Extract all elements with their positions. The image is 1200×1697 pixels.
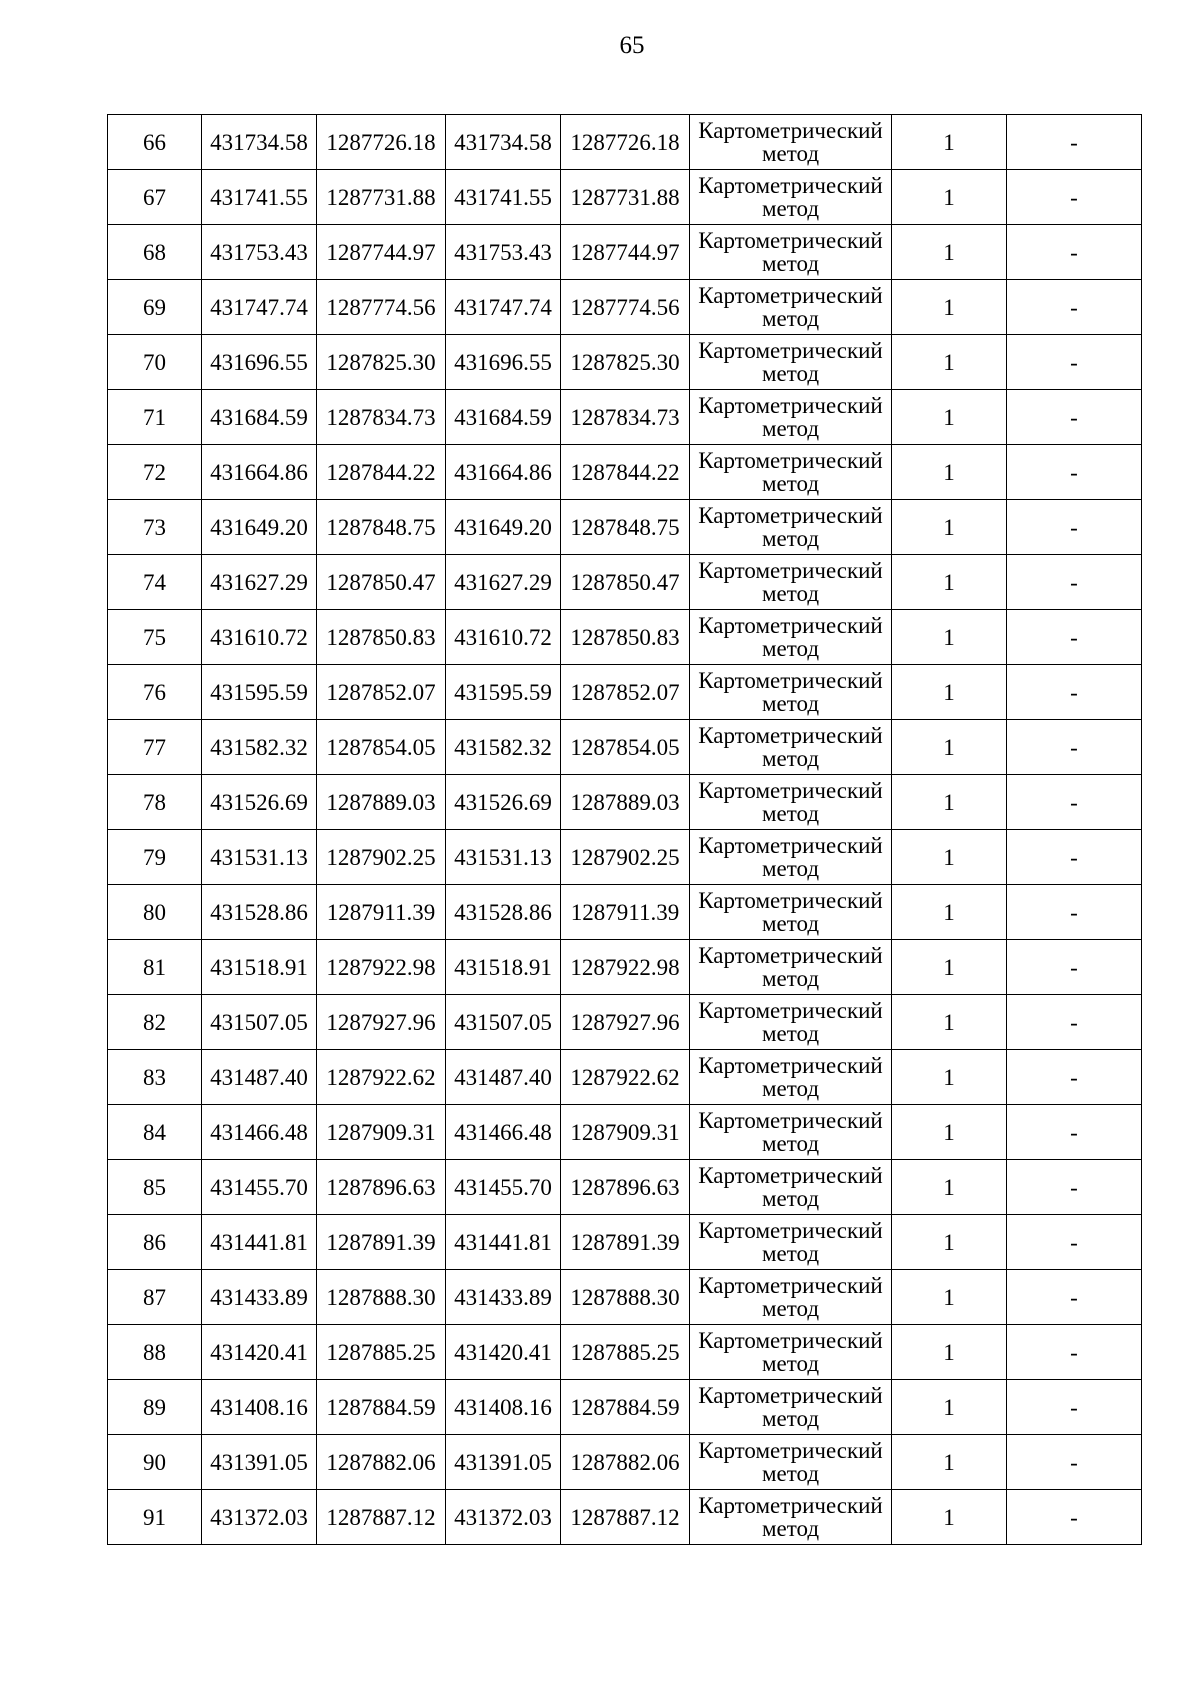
y-specified-cell: 1287850.47	[561, 555, 690, 610]
method-label-line2: метод	[761, 141, 820, 166]
y-specified-cell: 1287825.30	[561, 335, 690, 390]
page-number: 65	[619, 32, 645, 59]
accuracy-cell: 1	[892, 1050, 1007, 1105]
y-specified-cell: 1287911.39	[561, 885, 690, 940]
method-label-line2: метод	[761, 1021, 820, 1046]
x-specified-cell: 431391.05	[446, 1435, 561, 1490]
description-cell: -	[1007, 1490, 1142, 1545]
y-existing-cell: 1287882.06	[317, 1435, 446, 1490]
method-label-line1: Картометрический	[698, 613, 883, 638]
method-label-line2: метод	[761, 1186, 820, 1211]
point-number-cell: 84	[108, 1105, 202, 1160]
x-existing-cell: 431526.69	[202, 775, 317, 830]
coordinates-table	[107, 114, 1142, 1545]
description-cell: -	[1007, 1270, 1142, 1325]
x-existing-cell: 431372.03	[202, 1490, 317, 1545]
y-existing-cell: 1287911.39	[317, 885, 446, 940]
point-number-cell: 72	[108, 445, 202, 500]
method-cell	[690, 500, 892, 555]
point-number-cell: 80	[108, 885, 202, 940]
x-existing-cell: 431408.16	[202, 1380, 317, 1435]
method-label-line2: метод	[761, 801, 820, 826]
method-label-line2: метод	[761, 1296, 820, 1321]
table-row	[108, 1325, 1142, 1380]
point-number-cell: 70	[108, 335, 202, 390]
y-existing-cell: 1287927.96	[317, 995, 446, 1050]
accuracy-cell: 1	[892, 1325, 1007, 1380]
accuracy-cell: 1	[892, 1215, 1007, 1270]
method-cell	[690, 1435, 892, 1490]
point-number-cell: 73	[108, 500, 202, 555]
accuracy-cell: 1	[892, 335, 1007, 390]
x-specified-cell: 431627.29	[446, 555, 561, 610]
description-cell: -	[1007, 1380, 1142, 1435]
method-label-line1: Картометрический	[698, 173, 883, 198]
description-cell: -	[1007, 1160, 1142, 1215]
y-specified-cell: 1287887.12	[561, 1490, 690, 1545]
accuracy-cell: 1	[892, 1270, 1007, 1325]
table-row	[108, 1490, 1142, 1545]
x-specified-cell: 431684.59	[446, 390, 561, 445]
table-row	[108, 995, 1142, 1050]
description-cell: -	[1007, 445, 1142, 500]
method-label-line1: Картометрический	[698, 1328, 883, 1353]
method-label-line1: Картометрический	[698, 778, 883, 803]
accuracy-cell: 1	[892, 1160, 1007, 1215]
x-specified-cell: 431372.03	[446, 1490, 561, 1545]
x-specified-cell: 431747.74	[446, 280, 561, 335]
method-label-line2: метод	[761, 1076, 820, 1101]
y-existing-cell: 1287888.30	[317, 1270, 446, 1325]
x-existing-cell: 431507.05	[202, 995, 317, 1050]
method-cell	[690, 1325, 892, 1380]
method-label-line2: метод	[761, 856, 820, 881]
description-cell: -	[1007, 390, 1142, 445]
x-specified-cell: 431531.13	[446, 830, 561, 885]
method-cell	[690, 335, 892, 390]
accuracy-cell: 1	[892, 1435, 1007, 1490]
method-label-line1: Картометрический	[698, 1438, 883, 1463]
point-number-cell: 74	[108, 555, 202, 610]
method-label-line2: метод	[761, 1241, 820, 1266]
x-existing-cell: 431595.59	[202, 665, 317, 720]
y-specified-cell: 1287854.05	[561, 720, 690, 775]
method-label-line2: метод	[761, 196, 820, 221]
accuracy-cell: 1	[892, 500, 1007, 555]
y-existing-cell: 1287891.39	[317, 1215, 446, 1270]
table-body	[108, 115, 1142, 1545]
table-row	[108, 610, 1142, 665]
method-label-line2: метод	[761, 1351, 820, 1376]
method-cell	[690, 280, 892, 335]
y-existing-cell: 1287909.31	[317, 1105, 446, 1160]
method-label-line2: метод	[761, 636, 820, 661]
description-cell: -	[1007, 995, 1142, 1050]
accuracy-cell: 1	[892, 115, 1007, 170]
x-specified-cell: 431696.55	[446, 335, 561, 390]
method-cell	[690, 1105, 892, 1160]
x-specified-cell: 431507.05	[446, 995, 561, 1050]
method-cell	[690, 995, 892, 1050]
method-cell	[690, 1050, 892, 1105]
y-existing-cell: 1287852.07	[317, 665, 446, 720]
method-cell	[690, 885, 892, 940]
description-cell: -	[1007, 830, 1142, 885]
table-row	[108, 885, 1142, 940]
description-cell: -	[1007, 1050, 1142, 1105]
x-specified-cell: 431734.58	[446, 115, 561, 170]
method-cell	[690, 170, 892, 225]
y-existing-cell: 1287887.12	[317, 1490, 446, 1545]
accuracy-cell: 1	[892, 445, 1007, 500]
accuracy-cell: 1	[892, 170, 1007, 225]
y-existing-cell: 1287922.62	[317, 1050, 446, 1105]
y-specified-cell: 1287922.62	[561, 1050, 690, 1105]
table-row	[108, 445, 1142, 500]
x-specified-cell: 431408.16	[446, 1380, 561, 1435]
x-specified-cell: 431595.59	[446, 665, 561, 720]
method-cell	[690, 115, 892, 170]
accuracy-cell: 1	[892, 720, 1007, 775]
method-label-line1: Картометрический	[698, 448, 883, 473]
method-label-line2: метод	[761, 1131, 820, 1156]
point-number-cell: 91	[108, 1490, 202, 1545]
method-cell	[690, 830, 892, 885]
x-existing-cell: 431528.86	[202, 885, 317, 940]
accuracy-cell: 1	[892, 225, 1007, 280]
point-number-cell: 90	[108, 1435, 202, 1490]
y-specified-cell: 1287774.56	[561, 280, 690, 335]
y-specified-cell: 1287909.31	[561, 1105, 690, 1160]
method-label-line1: Картометрический	[698, 558, 883, 583]
method-label-line2: метод	[761, 1516, 820, 1541]
method-cell	[690, 1215, 892, 1270]
x-existing-cell: 431741.55	[202, 170, 317, 225]
x-existing-cell: 431684.59	[202, 390, 317, 445]
y-existing-cell: 1287902.25	[317, 830, 446, 885]
table-row	[108, 665, 1142, 720]
description-cell: -	[1007, 555, 1142, 610]
y-existing-cell: 1287774.56	[317, 280, 446, 335]
description-cell: -	[1007, 1435, 1142, 1490]
method-label-line1: Картометрический	[698, 503, 883, 528]
description-cell: -	[1007, 280, 1142, 335]
method-label-line2: метод	[761, 966, 820, 991]
x-specified-cell: 431528.86	[446, 885, 561, 940]
x-existing-cell: 431734.58	[202, 115, 317, 170]
method-label-line1: Картометрический	[698, 888, 883, 913]
accuracy-cell: 1	[892, 1105, 1007, 1160]
y-specified-cell: 1287888.30	[561, 1270, 690, 1325]
x-specified-cell: 431526.69	[446, 775, 561, 830]
point-number-cell: 66	[108, 115, 202, 170]
table-row	[108, 720, 1142, 775]
x-existing-cell: 431747.74	[202, 280, 317, 335]
table-row	[108, 280, 1142, 335]
method-cell	[690, 555, 892, 610]
y-specified-cell: 1287850.83	[561, 610, 690, 665]
description-cell: -	[1007, 775, 1142, 830]
table-row	[108, 1050, 1142, 1105]
x-existing-cell: 431627.29	[202, 555, 317, 610]
method-cell	[690, 225, 892, 280]
method-cell	[690, 1270, 892, 1325]
x-existing-cell: 431610.72	[202, 610, 317, 665]
method-label-line1: Картометрический	[698, 1163, 883, 1188]
y-existing-cell: 1287850.83	[317, 610, 446, 665]
point-number-cell: 83	[108, 1050, 202, 1105]
y-specified-cell: 1287896.63	[561, 1160, 690, 1215]
table-row	[108, 1270, 1142, 1325]
method-label-line1: Картометрический	[698, 833, 883, 858]
y-existing-cell: 1287726.18	[317, 115, 446, 170]
method-label-line1: Картометрический	[698, 998, 883, 1023]
x-existing-cell: 431455.70	[202, 1160, 317, 1215]
description-cell: -	[1007, 665, 1142, 720]
method-label-line1: Картометрический	[698, 1053, 883, 1078]
method-label-line1: Картометрический	[698, 228, 883, 253]
method-label-line1: Картометрический	[698, 1493, 883, 1518]
description-cell: -	[1007, 940, 1142, 995]
table-row	[108, 1160, 1142, 1215]
y-specified-cell: 1287882.06	[561, 1435, 690, 1490]
method-label-line1: Картометрический	[698, 943, 883, 968]
x-specified-cell: 431741.55	[446, 170, 561, 225]
y-existing-cell: 1287922.98	[317, 940, 446, 995]
table-row	[108, 225, 1142, 280]
method-label-line2: метод	[761, 1406, 820, 1431]
x-specified-cell: 431753.43	[446, 225, 561, 280]
point-number-cell: 88	[108, 1325, 202, 1380]
y-specified-cell: 1287834.73	[561, 390, 690, 445]
method-label-line2: метод	[761, 526, 820, 551]
accuracy-cell: 1	[892, 555, 1007, 610]
accuracy-cell: 1	[892, 280, 1007, 335]
point-number-cell: 75	[108, 610, 202, 665]
x-specified-cell: 431664.86	[446, 445, 561, 500]
description-cell: -	[1007, 1325, 1142, 1380]
method-label-line1: Картометрический	[698, 1273, 883, 1298]
point-number-cell: 67	[108, 170, 202, 225]
x-existing-cell: 431441.81	[202, 1215, 317, 1270]
description-cell: -	[1007, 500, 1142, 555]
method-label-line2: метод	[761, 416, 820, 441]
description-cell: -	[1007, 225, 1142, 280]
method-label-line1: Картометрический	[698, 1108, 883, 1133]
method-label-line1: Картометрический	[698, 393, 883, 418]
point-number-cell: 85	[108, 1160, 202, 1215]
x-existing-cell: 431531.13	[202, 830, 317, 885]
table-row	[108, 1380, 1142, 1435]
method-label-line1: Картометрический	[698, 338, 883, 363]
description-cell: -	[1007, 1215, 1142, 1270]
table-row	[108, 555, 1142, 610]
description-cell: -	[1007, 885, 1142, 940]
x-specified-cell: 431518.91	[446, 940, 561, 995]
accuracy-cell: 1	[892, 995, 1007, 1050]
description-cell: -	[1007, 335, 1142, 390]
x-existing-cell: 431487.40	[202, 1050, 317, 1105]
y-existing-cell: 1287885.25	[317, 1325, 446, 1380]
y-specified-cell: 1287844.22	[561, 445, 690, 500]
method-label-line2: метод	[761, 691, 820, 716]
description-cell: -	[1007, 170, 1142, 225]
y-specified-cell: 1287922.98	[561, 940, 690, 995]
point-number-cell: 77	[108, 720, 202, 775]
table-row	[108, 335, 1142, 390]
point-number-cell: 69	[108, 280, 202, 335]
table-row	[108, 940, 1142, 995]
point-number-cell: 86	[108, 1215, 202, 1270]
method-label-line2: метод	[761, 581, 820, 606]
method-label-line2: метод	[761, 361, 820, 386]
y-existing-cell: 1287850.47	[317, 555, 446, 610]
table-row	[108, 1435, 1142, 1490]
method-label-line1: Картометрический	[698, 668, 883, 693]
method-cell	[690, 775, 892, 830]
method-label-line2: метод	[761, 911, 820, 936]
y-specified-cell: 1287852.07	[561, 665, 690, 720]
method-label-line1: Картометрический	[698, 1383, 883, 1408]
x-existing-cell: 431649.20	[202, 500, 317, 555]
accuracy-cell: 1	[892, 665, 1007, 720]
accuracy-cell: 1	[892, 1380, 1007, 1435]
description-cell: -	[1007, 610, 1142, 665]
method-cell	[690, 1160, 892, 1215]
method-cell	[690, 720, 892, 775]
table-row	[108, 775, 1142, 830]
x-existing-cell: 431753.43	[202, 225, 317, 280]
point-number-cell: 71	[108, 390, 202, 445]
description-cell: -	[1007, 720, 1142, 775]
point-number-cell: 68	[108, 225, 202, 280]
x-existing-cell: 431518.91	[202, 940, 317, 995]
accuracy-cell: 1	[892, 1490, 1007, 1545]
x-specified-cell: 431466.48	[446, 1105, 561, 1160]
method-cell	[690, 390, 892, 445]
method-cell	[690, 610, 892, 665]
y-existing-cell: 1287744.97	[317, 225, 446, 280]
y-specified-cell: 1287902.25	[561, 830, 690, 885]
method-label-line2: метод	[761, 746, 820, 771]
x-specified-cell: 431441.81	[446, 1215, 561, 1270]
x-existing-cell: 431466.48	[202, 1105, 317, 1160]
table-row	[108, 1105, 1142, 1160]
point-number-cell: 87	[108, 1270, 202, 1325]
x-specified-cell: 431455.70	[446, 1160, 561, 1215]
point-number-cell: 81	[108, 940, 202, 995]
x-specified-cell: 431487.40	[446, 1050, 561, 1105]
table-row	[108, 115, 1142, 170]
point-number-cell: 79	[108, 830, 202, 885]
table-row	[108, 170, 1142, 225]
y-existing-cell: 1287848.75	[317, 500, 446, 555]
x-existing-cell: 431664.86	[202, 445, 317, 500]
table-row	[108, 500, 1142, 555]
method-cell	[690, 665, 892, 720]
accuracy-cell: 1	[892, 940, 1007, 995]
method-label-line2: метод	[761, 1461, 820, 1486]
accuracy-cell: 1	[892, 390, 1007, 445]
method-cell	[690, 445, 892, 500]
x-existing-cell: 431696.55	[202, 335, 317, 390]
y-existing-cell: 1287844.22	[317, 445, 446, 500]
accuracy-cell: 1	[892, 885, 1007, 940]
method-label-line2: метод	[761, 251, 820, 276]
method-label-line1: Картометрический	[698, 1218, 883, 1243]
y-specified-cell: 1287885.25	[561, 1325, 690, 1380]
table-row	[108, 390, 1142, 445]
x-existing-cell: 431582.32	[202, 720, 317, 775]
x-existing-cell: 431391.05	[202, 1435, 317, 1490]
method-cell	[690, 1490, 892, 1545]
method-label-line1: Картометрический	[698, 283, 883, 308]
y-existing-cell: 1287825.30	[317, 335, 446, 390]
point-number-cell: 76	[108, 665, 202, 720]
y-existing-cell: 1287884.59	[317, 1380, 446, 1435]
x-specified-cell: 431582.32	[446, 720, 561, 775]
y-specified-cell: 1287731.88	[561, 170, 690, 225]
x-specified-cell: 431433.89	[446, 1270, 561, 1325]
y-specified-cell: 1287884.59	[561, 1380, 690, 1435]
y-existing-cell: 1287896.63	[317, 1160, 446, 1215]
method-label-line1: Картометрический	[698, 723, 883, 748]
table-row	[108, 830, 1142, 885]
y-existing-cell: 1287834.73	[317, 390, 446, 445]
x-existing-cell: 431420.41	[202, 1325, 317, 1380]
x-specified-cell: 431610.72	[446, 610, 561, 665]
y-specified-cell: 1287889.03	[561, 775, 690, 830]
y-specified-cell: 1287726.18	[561, 115, 690, 170]
accuracy-cell: 1	[892, 775, 1007, 830]
x-specified-cell: 431649.20	[446, 500, 561, 555]
y-specified-cell: 1287848.75	[561, 500, 690, 555]
y-specified-cell: 1287744.97	[561, 225, 690, 280]
table-row	[108, 1215, 1142, 1270]
accuracy-cell: 1	[892, 830, 1007, 885]
y-specified-cell: 1287927.96	[561, 995, 690, 1050]
method-cell	[690, 1380, 892, 1435]
point-number-cell: 89	[108, 1380, 202, 1435]
y-existing-cell: 1287889.03	[317, 775, 446, 830]
y-existing-cell: 1287854.05	[317, 720, 446, 775]
description-cell: -	[1007, 115, 1142, 170]
x-specified-cell: 431420.41	[446, 1325, 561, 1380]
x-existing-cell: 431433.89	[202, 1270, 317, 1325]
point-number-cell: 82	[108, 995, 202, 1050]
method-cell	[690, 940, 892, 995]
method-label-line1: Картометрический	[698, 118, 883, 143]
method-label-line2: метод	[761, 471, 820, 496]
y-existing-cell: 1287731.88	[317, 170, 446, 225]
point-number-cell: 78	[108, 775, 202, 830]
method-label-line2: метод	[761, 306, 820, 331]
accuracy-cell: 1	[892, 610, 1007, 665]
description-cell: -	[1007, 1105, 1142, 1160]
y-specified-cell: 1287891.39	[561, 1215, 690, 1270]
